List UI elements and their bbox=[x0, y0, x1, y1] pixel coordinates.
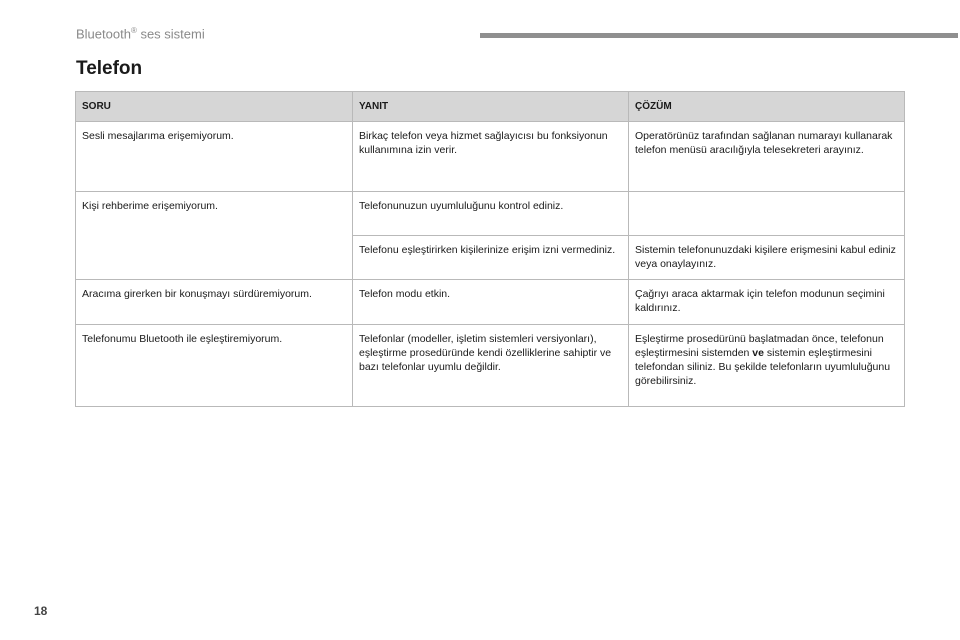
solution-cell bbox=[629, 325, 905, 407]
header-rule bbox=[480, 33, 958, 38]
header-brand: Bluetooth bbox=[76, 26, 131, 42]
table-row bbox=[76, 325, 905, 407]
page-number: 18 bbox=[34, 604, 48, 618]
answer-cell: Telefonunuzun uyumluluğunu kontrol ediniz. bbox=[353, 192, 629, 236]
solution-cell: Çağrıyı araca aktarmak için telefon modunun seçimini kaldırınız. bbox=[629, 280, 905, 325]
solution-text: Eşleştirme prosedürünü başlatmadan önce, telefonun eşleştirmesini sistemden bbox=[635, 333, 884, 359]
question-cell: Telefonumu Bluetooth ile eşleştiremiyorum. bbox=[76, 325, 353, 407]
solution-cell: Operatörünüz tarafından sağlanan numarayı kullanarak telefon menüsü aracılığıyla telesekreteri arayınız. bbox=[629, 122, 905, 192]
column-header-answer: YANIT bbox=[353, 92, 629, 122]
column-header-solution: ÇÖZÜM bbox=[629, 92, 905, 122]
question-cell: Kişi rehberime erişemiyorum. bbox=[76, 192, 353, 280]
troubleshooting-table bbox=[75, 91, 905, 407]
section-title: Telefon bbox=[76, 58, 143, 79]
answer-cell: Telefonu eşleştirirken kişilerinize erişim izni vermediniz. bbox=[353, 236, 629, 280]
table-row bbox=[76, 122, 905, 192]
answer-cell: Telefon modu etkin. bbox=[353, 280, 629, 325]
solution-cell bbox=[629, 192, 905, 236]
table-header-row bbox=[76, 92, 905, 122]
solution-emphasis: ve bbox=[752, 347, 764, 359]
solution-text: sistemin eşleştirmesini telefondan siliniz. Bu şekilde telefonların uyumluluğunu görebilirsiniz. bbox=[635, 347, 891, 387]
running-header bbox=[76, 26, 205, 41]
table-row bbox=[76, 280, 905, 325]
answer-cell: Telefonlar (modeller, işletim sistemleri versiyonları), eşleştirme prosedüründe kendi özelliklerine sahiptir ve bazı telefonlar uyumlu değildir. bbox=[353, 325, 629, 407]
registered-mark: ® bbox=[130, 26, 137, 35]
table-row bbox=[76, 192, 905, 236]
header-rest: ses sistemi bbox=[136, 26, 205, 42]
question-cell: Aracıma girerken bir konuşmayı sürdüremiyorum. bbox=[76, 280, 353, 325]
solution-cell: Sistemin telefonunuzdaki kişilere erişmesini kabul ediniz veya onaylayınız. bbox=[629, 236, 905, 280]
answer-cell: Birkaç telefon veya hizmet sağlayıcısı bu fonksiyonun kullanımına izin verir. bbox=[353, 122, 629, 192]
question-cell: Sesli mesajlarıma erişemiyorum. bbox=[76, 122, 353, 192]
column-header-question: SORU bbox=[76, 92, 353, 122]
